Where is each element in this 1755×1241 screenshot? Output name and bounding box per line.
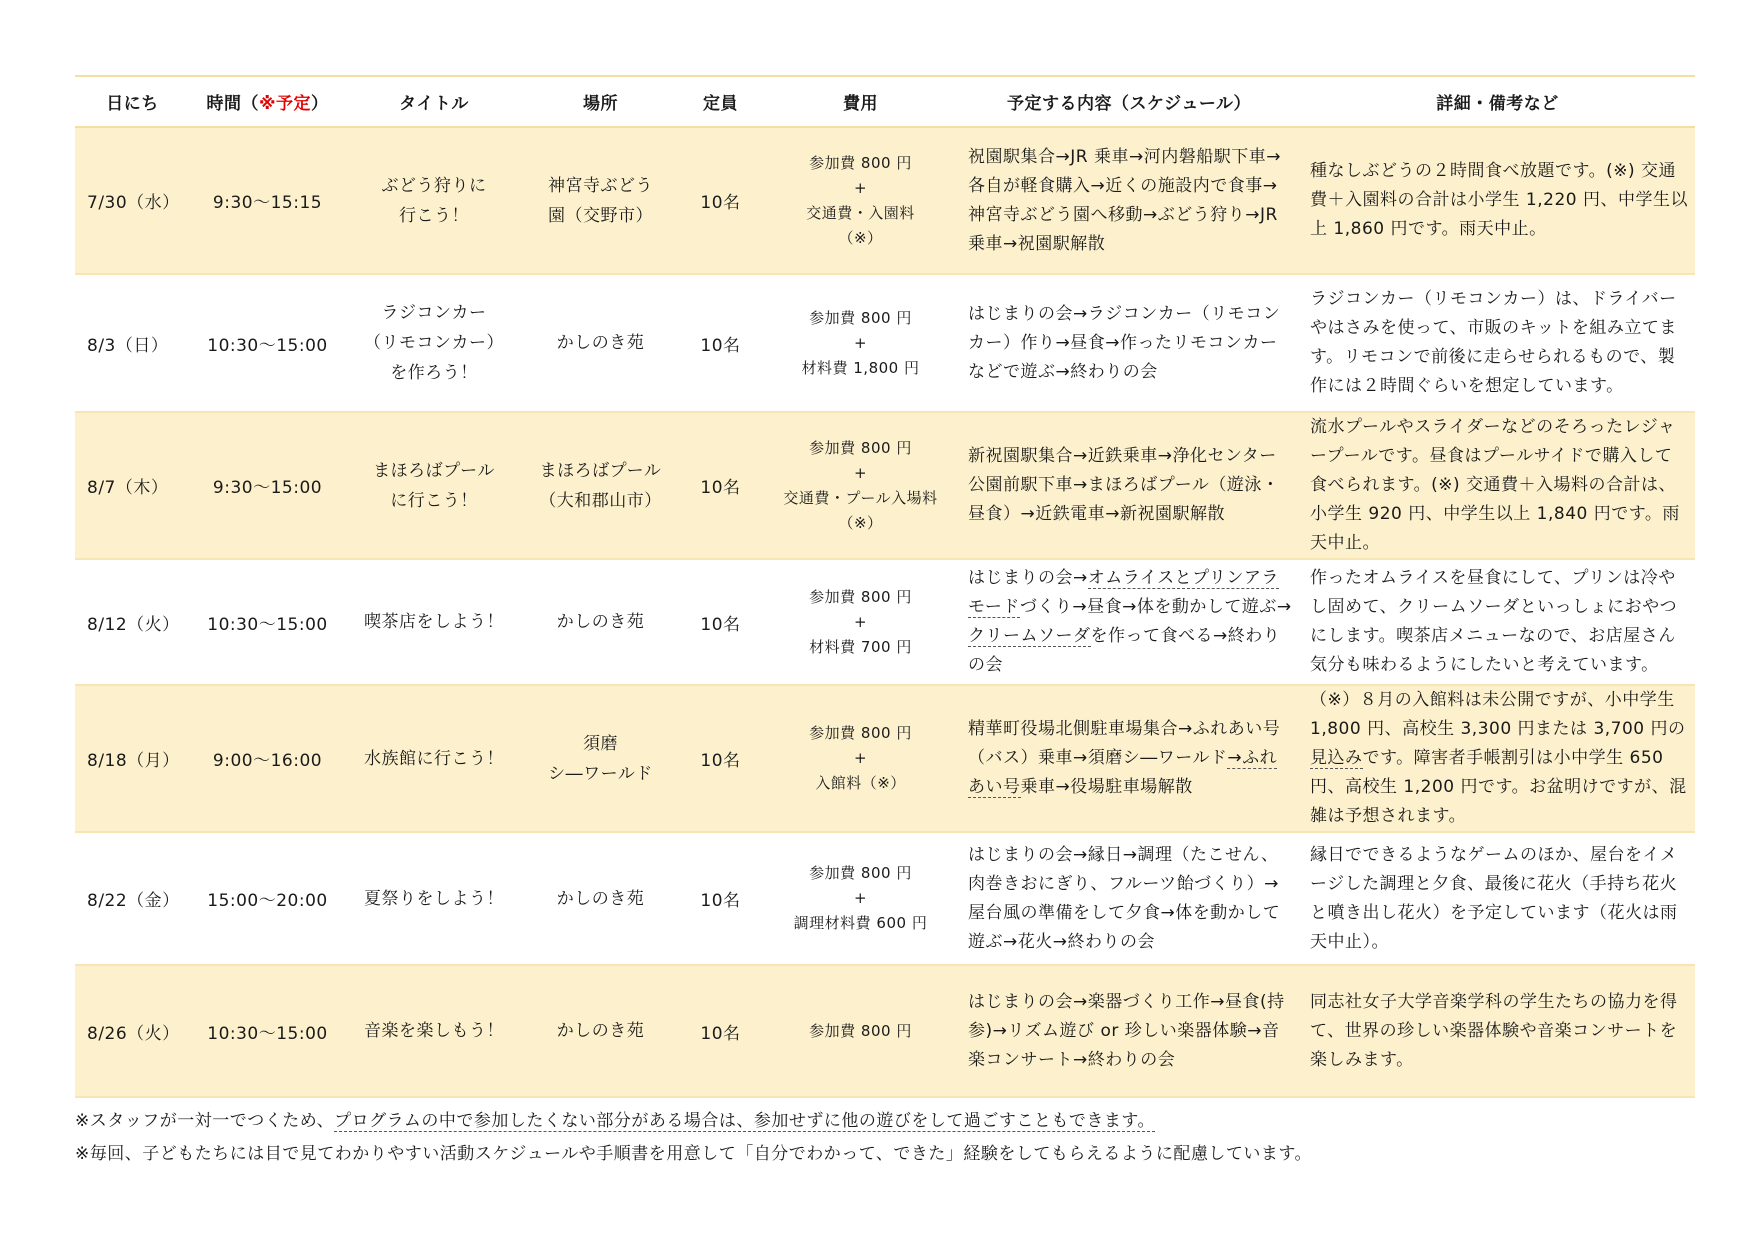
row-details: 同志社女子大学音楽学科の学生たちの協力を得て、世界の珍しい楽器体験や音楽コンサートを楽しみます。 <box>1300 965 1695 1097</box>
row-date: 7/30（水） <box>75 127 190 274</box>
row-capacity: 10名 <box>678 832 763 965</box>
row-plan: 祝園駅集合→JR 乗車→河内磐船駅下車→各自が軽食購入→近くの施設内で食事→神宮寺ぶどう園へ移動→ぶどう狩り→JR 乗車→祝園駅解散 <box>958 127 1300 274</box>
row-cost: 参加費 800 円 + 交通費・入園料 （※） <box>763 127 958 274</box>
row-place: かしのき苑 <box>523 274 678 412</box>
row-place: かしのき苑 <box>523 559 678 685</box>
header-title: タイトル <box>345 76 523 127</box>
underlined-text: クリームソーダ <box>968 626 1091 646</box>
row-details: 作ったオムライスを昼食にして、プリンは冷やし固めて、クリームソーダといっしょにおやつにします。喫茶店メニューなので、お店屋さん気分も味わるようにしたいと考えています。 <box>1300 559 1695 685</box>
row-title: ラジコンカー （リモコンカー） を作ろう！ <box>345 274 523 412</box>
header-date: 日にち <box>75 76 190 127</box>
row-place: まほろばプール （大和郡山市） <box>523 412 678 559</box>
table-row <box>75 832 1695 965</box>
row-place: かしのき苑 <box>523 965 678 1097</box>
table-row <box>75 412 1695 559</box>
row-place: 須磨 シ―ワールド <box>523 685 678 832</box>
row-title: 音楽を楽しもう！ <box>345 965 523 1097</box>
footnote-2: ※毎回、子どもたちには目で見てわかりやすい活動スケジュールや手順書を用意して「自分でわかって、できた」経験をしてもらえるように配慮しています。 <box>75 1144 1313 1164</box>
footnotes <box>75 1105 1312 1171</box>
row-time: 9:30～15:15 <box>190 127 345 274</box>
row-title: 喫茶店をしよう！ <box>345 559 523 685</box>
table-row <box>75 685 1695 832</box>
row-date: 8/3（日） <box>75 274 190 412</box>
row-time: 10:30～15:00 <box>190 274 345 412</box>
header-plan: 予定する内容（スケジュール） <box>958 76 1300 127</box>
underlined-text: →ふれあい号 <box>968 748 1278 797</box>
row-title: 水族館に行こう！ <box>345 685 523 832</box>
table-header-row <box>75 76 1695 127</box>
row-title: ぶどう狩りに 行こう！ <box>345 127 523 274</box>
row-capacity: 10名 <box>678 559 763 685</box>
row-plan: 精華町役場北側駐車場集合→ふれあい号（バス）乗車→須磨シ―ワールド→ふれあい号乗車→役場駐車場解散 <box>958 685 1300 832</box>
row-date: 8/26（火） <box>75 965 190 1097</box>
row-capacity: 10名 <box>678 274 763 412</box>
header-time: 時間（※予定） <box>190 76 345 127</box>
header-capacity: 定員 <box>678 76 763 127</box>
row-date: 8/18（月） <box>75 685 190 832</box>
row-capacity: 10名 <box>678 127 763 274</box>
underlined-text: プログラムの中で参加したくない部分がある場合は、参加せずに他の遊びをして過ごすこともできます。 <box>334 1111 1156 1131</box>
row-time: 10:30～15:00 <box>190 559 345 685</box>
row-title: 夏祭りをしよう！ <box>345 832 523 965</box>
row-place: 神宮寺ぶどう 園（交野市） <box>523 127 678 274</box>
table-row <box>75 274 1695 412</box>
row-time: 9:30～15:00 <box>190 412 345 559</box>
row-details: 種なしぶどうの２時間食べ放題です。(※) 交通費＋入園料の合計は小学生 1,220 円、中学生以上 1,860 円です。雨天中止。 <box>1300 127 1695 274</box>
row-capacity: 10名 <box>678 965 763 1097</box>
row-capacity: 10名 <box>678 412 763 559</box>
row-plan: はじまりの会→オムライスとプリンアラモードづくり→昼食→体を動かして遊ぶ→クリームソーダを作って食べる→終わりの会 <box>958 559 1300 685</box>
row-cost: 参加費 800 円 + 材料費 1,800 円 <box>763 274 958 412</box>
schedule-sheet <box>75 75 1695 1098</box>
row-cost: 参加費 800 円 + 入館料（※） <box>763 685 958 832</box>
row-cost: 参加費 800 円 + 調理材料費 600 円 <box>763 832 958 965</box>
row-title: まほろばプール に行こう！ <box>345 412 523 559</box>
row-date: 8/12（火） <box>75 559 190 685</box>
row-time: 9:00～16:00 <box>190 685 345 832</box>
header-place: 場所 <box>523 76 678 127</box>
table-row <box>75 559 1695 685</box>
row-details: （※）８月の入館料は未公開ですが、小中学生 1,800 円、高校生 3,300 円または 3,700 円の見込みです。障害者手帳割引は小中学生 650 円、高校生 1,200 円です。お盆明けですが、混雑は予想されます。 <box>1300 685 1695 832</box>
row-date: 8/22（金） <box>75 832 190 965</box>
underlined-text: 見込み <box>1310 748 1363 768</box>
row-plan: 新祝園駅集合→近鉄乗車→浄化センター公園前駅下車→まほろばプール（遊泳・昼食）→近鉄電車→新祝園駅解散 <box>958 412 1300 559</box>
header-cost: 費用 <box>763 76 958 127</box>
row-time: 10:30～15:00 <box>190 965 345 1097</box>
header-time-note: ※予定 <box>258 94 312 114</box>
row-plan: はじまりの会→ラジコンカー（リモコンカー）作り→昼食→作ったリモコンカーなどで遊ぶ→終わりの会 <box>958 274 1300 412</box>
row-place: かしのき苑 <box>523 832 678 965</box>
row-capacity: 10名 <box>678 685 763 832</box>
row-cost: 参加費 800 円 + 材料費 700 円 <box>763 559 958 685</box>
table-row <box>75 965 1695 1097</box>
row-cost: 参加費 800 円 + 交通費・プール入場料 （※） <box>763 412 958 559</box>
row-cost: 参加費 800 円 <box>763 965 958 1097</box>
row-details: ラジコンカー（リモコンカー）は、ドライバーやはさみを使って、市販のキットを組み立てます。リモコンで前後に走らせられるもので、製作には２時間ぐらいを想定しています。 <box>1300 274 1695 412</box>
table-row <box>75 127 1695 274</box>
row-plan: はじまりの会→縁日→調理（たこせん、肉巻きおにぎり、フルーツ飴づくり）→屋台風の準備をして夕食→体を動かして遊ぶ→花火→終わりの会 <box>958 832 1300 965</box>
footnote-1: ※スタッフが一対一でつくため、プログラムの中で参加したくない部分がある場合は、参加せずに他の遊びをして過ごすこともできます。 <box>75 1111 1156 1131</box>
row-details: 縁日でできるようなゲームのほか、屋台をイメージした調理と夕食、最後に花火（手持ち花火と噴き出し花火）を予定しています（花火は雨天中止）。 <box>1300 832 1695 965</box>
row-date: 8/7（木） <box>75 412 190 559</box>
program-schedule-table <box>75 75 1695 1098</box>
underlined-text: オムライスとプリンアラモード <box>968 568 1279 617</box>
row-details: 流水プールやスライダーなどのそろったレジャープールです。昼食はプールサイドで購入して食べられます。(※) 交通費＋入場料の合計は、小学生 920 円、中学生以上 1,840 円です。雨天中止。 <box>1300 412 1695 559</box>
header-details: 詳細・備考など <box>1300 76 1695 127</box>
row-plan: はじまりの会→楽器づくり工作→昼食(持参)→リズム遊び or 珍しい楽器体験→音楽コンサート→終わりの会 <box>958 965 1300 1097</box>
row-time: 15:00～20:00 <box>190 832 345 965</box>
